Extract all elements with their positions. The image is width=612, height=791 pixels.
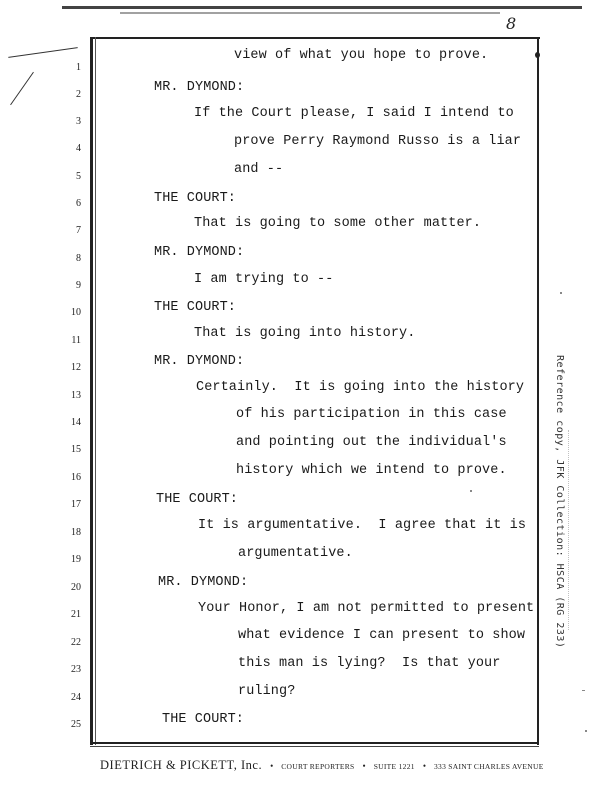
transcript-line: It is argumentative. I agree that it is bbox=[198, 518, 527, 533]
speaker-label: THE COURT: bbox=[154, 300, 237, 315]
scan-speck bbox=[582, 690, 585, 691]
scan-edge-mark bbox=[120, 12, 500, 14]
footer-bullet: • bbox=[422, 761, 426, 771]
line-number: 5 bbox=[76, 171, 81, 182]
page-border-bottom bbox=[90, 742, 539, 744]
transcript-line: and -- bbox=[234, 162, 284, 177]
page-border-bottom-inner bbox=[90, 746, 539, 747]
line-number: 21 bbox=[71, 609, 81, 620]
scan-speck bbox=[470, 490, 472, 492]
transcript-line: That is going into history. bbox=[194, 326, 416, 341]
line-number: 17 bbox=[71, 499, 81, 510]
line-number: 12 bbox=[71, 362, 81, 373]
scan-edge-mark bbox=[62, 6, 582, 9]
speaker-label: THE COURT: bbox=[162, 712, 245, 727]
line-number: 4 bbox=[76, 143, 81, 154]
line-number: 23 bbox=[71, 664, 81, 675]
line-number: 16 bbox=[71, 472, 81, 483]
speaker-label: THE COURT: bbox=[156, 492, 239, 507]
transcript-line: argumentative. bbox=[238, 546, 353, 561]
transcript-line: of his participation in this case bbox=[236, 407, 507, 422]
reporter-footer bbox=[100, 756, 544, 774]
page-border-left-inner bbox=[95, 37, 96, 745]
transcript-line: this man is lying? Is that your bbox=[238, 656, 501, 671]
transcript-line: ruling? bbox=[238, 684, 296, 699]
line-number: 20 bbox=[71, 582, 81, 593]
transcript-line: history which we intend to prove. bbox=[236, 463, 507, 478]
speaker-label: MR. DYMOND: bbox=[154, 80, 245, 95]
transcript-line: That is going to some other matter. bbox=[194, 216, 482, 231]
handwritten-page-number: 8 bbox=[506, 14, 517, 33]
scan-noise bbox=[568, 430, 579, 630]
transcript-line: and pointing out the individual's bbox=[236, 435, 507, 450]
line-number: 11 bbox=[71, 335, 81, 346]
page-border-top bbox=[90, 37, 540, 39]
footer-bullet: • bbox=[270, 761, 274, 771]
line-number: 24 bbox=[71, 692, 81, 703]
line-number: 7 bbox=[76, 225, 81, 236]
line-number: 25 bbox=[71, 719, 81, 730]
line-number: 3 bbox=[76, 116, 81, 127]
firm-role: COURT REPORTERS bbox=[281, 762, 355, 771]
line-number: 1 bbox=[76, 62, 81, 73]
transcript-line: If the Court please, I said I intend to bbox=[194, 106, 514, 121]
firm-address: 333 SAINT CHARLES AVENUE bbox=[433, 762, 544, 771]
scan-speck bbox=[585, 730, 587, 732]
footer-bullet: • bbox=[362, 761, 366, 771]
line-number: 2 bbox=[76, 89, 81, 100]
speaker-label: MR. DYMOND: bbox=[154, 245, 245, 260]
speaker-label: THE COURT: bbox=[154, 191, 237, 206]
archive-reference-stamp: Reference copy, JFK Collection: HSCA (RG 233) bbox=[554, 355, 565, 649]
firm-name: DIETRICH & PICKETT, Inc. bbox=[100, 758, 263, 772]
line-number: 8 bbox=[76, 253, 81, 264]
scan-corner-mark bbox=[10, 72, 34, 105]
line-number: 18 bbox=[71, 527, 81, 538]
line-number: 19 bbox=[71, 554, 81, 565]
firm-suite: SUITE 1221 bbox=[373, 762, 415, 771]
transcript-line: view of what you hope to prove. bbox=[234, 48, 489, 63]
scan-corner-mark bbox=[8, 47, 77, 58]
scan-speck bbox=[560, 292, 562, 294]
page-border-right bbox=[537, 37, 539, 745]
transcript-line: what evidence I can present to show bbox=[238, 628, 526, 643]
transcript-line: Your Honor, I am not permitted to present bbox=[198, 601, 535, 616]
speaker-label: MR. DYMOND: bbox=[154, 354, 245, 369]
line-number: 22 bbox=[71, 637, 81, 648]
page-border-left bbox=[90, 37, 93, 745]
line-number: 10 bbox=[71, 307, 81, 318]
transcript-line: prove Perry Raymond Russo is a liar bbox=[234, 134, 522, 149]
transcript-line: Certainly. It is going into the history bbox=[196, 380, 525, 395]
line-number: 9 bbox=[76, 280, 81, 291]
line-number: 13 bbox=[71, 390, 81, 401]
transcript-line: I am trying to -- bbox=[194, 272, 334, 287]
line-number: 14 bbox=[71, 417, 81, 428]
speaker-label: MR. DYMOND: bbox=[158, 575, 249, 590]
line-number: 15 bbox=[71, 444, 81, 455]
line-number: 6 bbox=[76, 198, 81, 209]
